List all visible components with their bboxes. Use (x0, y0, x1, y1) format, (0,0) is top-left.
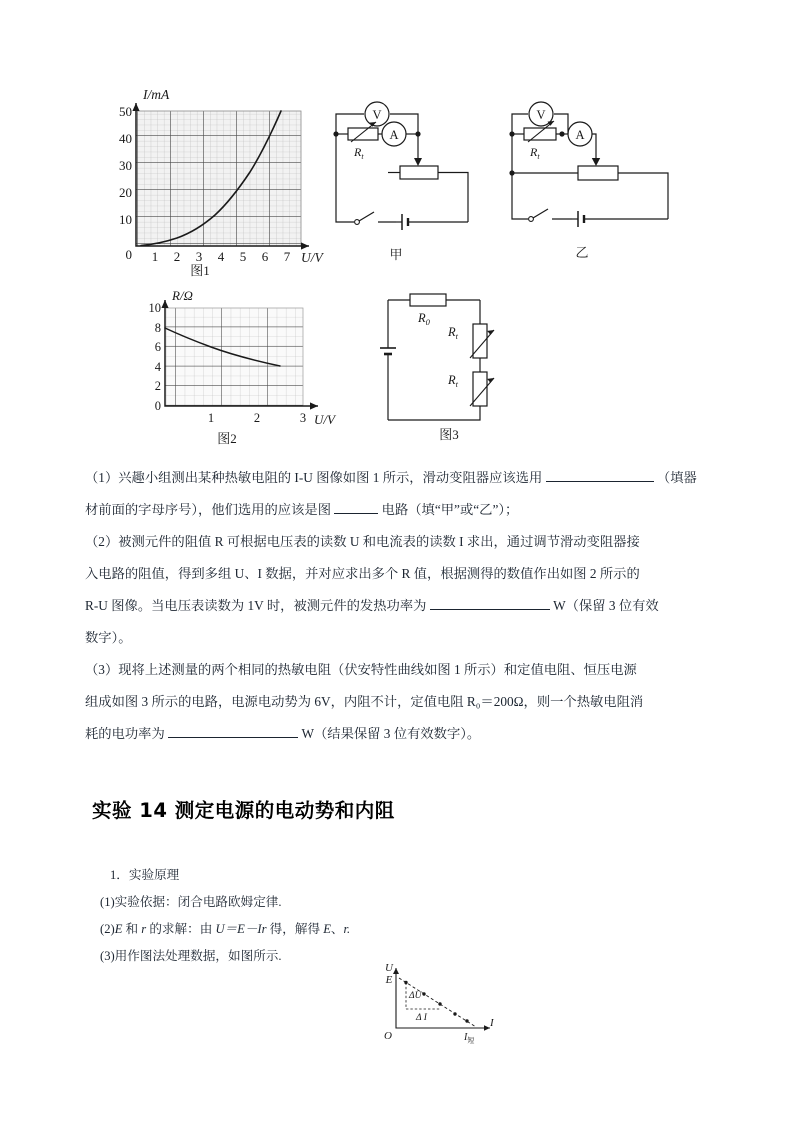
question-3 (85, 654, 717, 750)
principle-block (100, 862, 720, 970)
fig-ui-ylabel: U (385, 962, 393, 974)
figure-row-bottom (0, 288, 800, 453)
fig1-xtick-7: 7 (283, 249, 291, 264)
principle-2-sep: 、 (330, 922, 344, 936)
principle-2-E: E (114, 922, 123, 936)
figure-3-caption: 图3 (439, 427, 459, 442)
principle-item-3: (3)用作图法处理数据，如图所示. (100, 949, 282, 963)
fig1-ytick-40: 40 (119, 131, 132, 146)
fig1-xtick-1: 1 (151, 249, 159, 264)
fig3-r0-label: $R_0$ (418, 311, 430, 327)
fig2-ytick-2: 2 (154, 379, 161, 393)
fig-ui-short-current-label: $I_短$ (464, 1032, 475, 1045)
fig1-ytick-50: 50 (119, 104, 132, 119)
principle-2-prefix: (2) (100, 922, 115, 936)
principle-2-E2: E (323, 922, 331, 936)
fig1-xtick-3: 3 (195, 249, 203, 264)
fig-ui-emf-label: E (385, 974, 393, 986)
q1-blank-1[interactable] (546, 467, 654, 482)
q2-line-c-tail: W（保留 3 位有效 (553, 598, 659, 613)
q3-line-c-text: 耗的电功率为 (85, 726, 165, 741)
fig2-ytick-6: 6 (154, 340, 161, 354)
voltmeter-label-jia: V (372, 108, 382, 122)
q2-blank-power[interactable] (430, 595, 550, 610)
circuit-diagram-yi (500, 92, 685, 272)
principle-2-r2: r. (343, 922, 351, 936)
fig3-rt-top-label: $R_t$ (448, 325, 459, 341)
fig1-ylabel: I/mA (143, 87, 170, 102)
principle-2-r: r (141, 922, 147, 936)
question-1 (85, 462, 717, 526)
voltmeter-label-yi: V (536, 108, 546, 122)
ammeter-label-yi: A (575, 128, 585, 142)
fig2-origin: 0 (154, 399, 161, 413)
delta-i-label: Δ I (416, 1013, 427, 1023)
figure-row-top (0, 72, 800, 278)
fig1-xlabel: U/V (301, 250, 323, 265)
q2-line-c-text: R‑U 图像。当电压表读数为 1V 时，被测元件的发热功率为 (85, 598, 427, 613)
fig1-xtick-6: 6 (261, 249, 269, 264)
fig2-xtick-2: 2 (253, 411, 261, 425)
principle-2-and: 和 (122, 922, 142, 936)
fig2-xlabel: U/V (314, 412, 335, 427)
q1-blank-2[interactable] (334, 499, 378, 514)
figure-1-caption: 图1 (190, 263, 210, 278)
circuit-diagram-jia (318, 92, 478, 272)
figure-2-ru-graph (130, 288, 345, 453)
fig1-xtick-4: 4 (217, 249, 225, 264)
fig1-xtick-2: 2 (173, 249, 181, 264)
fig-ui-xlabel: I (490, 1017, 494, 1029)
figure-1-iu-graph (105, 82, 323, 282)
fig1-ytick-10: 10 (119, 212, 132, 227)
ammeter-label-jia: A (389, 128, 399, 142)
rheostat-label-yi: $R_t$ (530, 145, 540, 161)
fig1-ytick-20: 20 (119, 185, 132, 200)
principle-2-get: 得，解得 (266, 922, 324, 936)
fig2-xtick-3: 3 (299, 411, 307, 425)
q3-blank-power[interactable] (168, 723, 298, 738)
q1-line2b-text: 电路（填“甲”或“乙”）； (381, 502, 519, 517)
figure-ui-line (372, 962, 512, 1044)
fig3-rt-bottom-label: $R_t$ (448, 373, 459, 389)
fig1-origin: 0 (125, 247, 132, 262)
principle-item-1: (1)实验依据：闭合电路欧姆定律. (100, 895, 282, 909)
figure-3-circuit (370, 286, 545, 451)
principle-2-solve: 的求解：由 (146, 922, 216, 936)
fig2-ytick-10: 10 (148, 301, 161, 315)
principle-item-2 (100, 916, 720, 943)
fig2-ytick-4: 4 (154, 360, 161, 374)
fig-ui-origin: O (384, 1030, 392, 1042)
q1-line1-text: （1）兴趣小组测出某种热敏电阻的 I‑U 图像如图 1 所示，滑动变阻器应该选用 (85, 470, 543, 485)
principle-2-formula: U＝E－Ir (215, 922, 267, 936)
q2-line-d: 数字）。 (85, 630, 132, 645)
fig2-ytick-8: 8 (154, 321, 161, 335)
q2-line-a: （2）被测元件的阻值 R 可根据电压表的读数 U 和电流表的读数 I 求出，通过调节滑动变阻器接 (85, 534, 640, 549)
figure-2-caption: 图2 (217, 431, 237, 446)
q3-line-b: 组成如图 3 所示的电路，电源电动势为 6V，内阻不计，定值电阻 R₀＝200Ω，则一个热敏电阻消 (85, 694, 644, 709)
rheostat-label-jia: $R_t$ (354, 145, 364, 161)
fig1-xtick-5: 5 (239, 249, 247, 264)
q2-line-b: 入电路的阻值，得到多组 U、I 数据，并对应求出多个 R 值，根据测得的数值作出如图 2 所示的 (85, 566, 640, 581)
q1-line1-tail: （填器 (656, 470, 697, 485)
principle-title: 1．实验原理 (110, 868, 180, 882)
section-heading: 实验 14 测定电源的电动势和内阻 (92, 799, 395, 822)
q3-line-a: （3）现将上述测量的两个相同的热敏电阻（伏安特性曲线如图 1 所示）和定值电阻、恒压电源 (85, 662, 637, 677)
q3-line-c-tail: W（结果保留 3 位有效数字）。 (301, 726, 481, 741)
circuit-jia-caption: 甲 (389, 247, 403, 262)
fig2-ylabel: R/Ω (172, 288, 193, 303)
fig2-xtick-1: 1 (207, 411, 215, 425)
delta-u-label: ΔU (409, 991, 422, 1001)
q1-line2a-text: 材前面的字母序号），他们选用的应该是图 (85, 502, 331, 517)
circuit-yi-caption: 乙 (575, 245, 589, 260)
question-2 (85, 526, 717, 654)
fig1-ytick-30: 30 (119, 158, 132, 173)
